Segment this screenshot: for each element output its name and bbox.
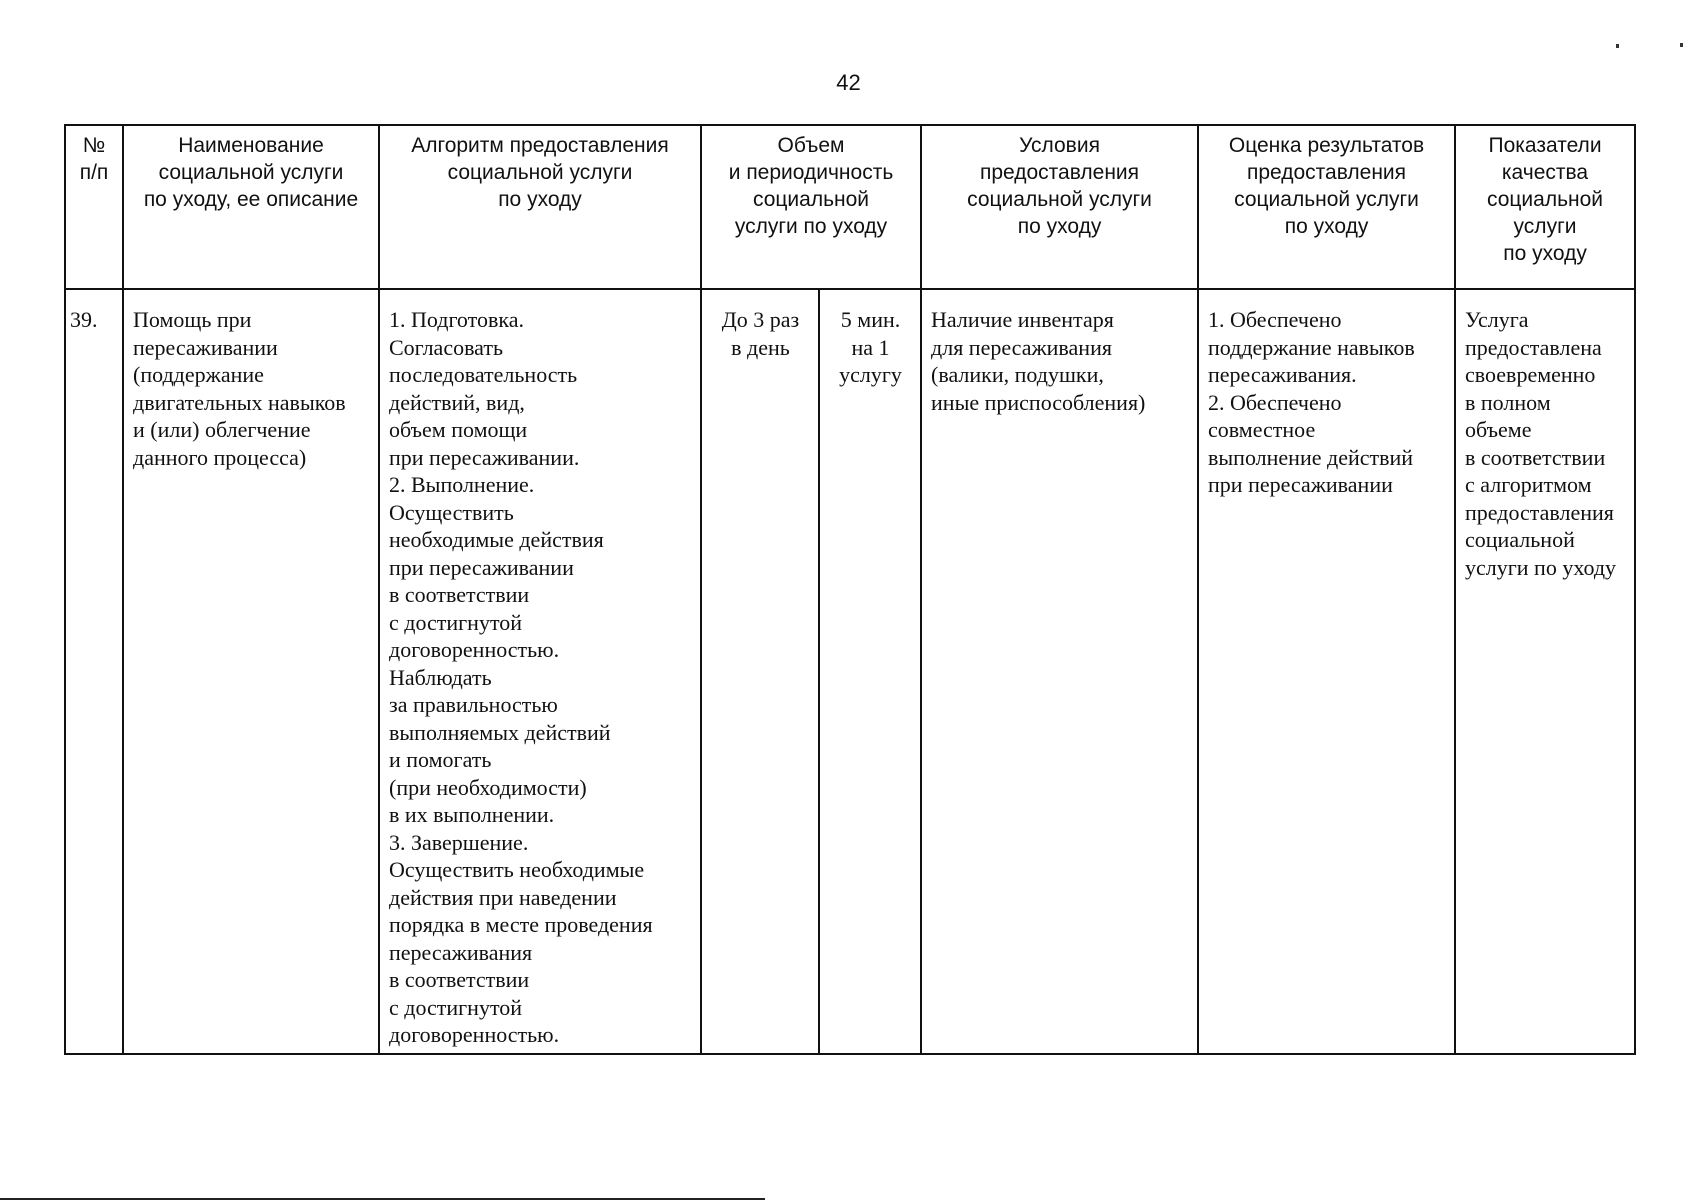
header-volume-text: Объем и периодичность социальной услуги по уходу [728,134,894,238]
header-evaluation-text: Оценка результатов предоставления социальной услуги по уходу [1228,134,1425,238]
page-number: 42 [836,70,861,95]
row-cell-conditions [921,289,1198,1054]
header-cell-conditions [921,125,1198,289]
header-quality-text: Показатели качества социальной услуги по уходу [1486,134,1604,265]
row-duration-text: 5 мин. на 1 услугу [839,307,902,387]
header-cell-quality [1455,125,1635,289]
header-num-text: № п/п [79,134,109,184]
header-cell-volume [701,125,921,289]
row-conditions-text: Наличие инвентаря для пересаживания (валики, подушки, иные приспособления) [931,307,1146,415]
row-evaluation-text: 1. Обеспечено поддержание навыков пересаживания. 2. Обеспечено совместное выполнение действий при пересаживании [1208,307,1415,497]
row-cell-duration [819,289,921,1054]
service-table [64,124,1636,1055]
header-algorithm-text: Алгоритм предоставления социальной услуги по уходу [411,134,669,211]
row-cell-name [123,289,379,1054]
row-name-text: Помощь при пересаживании (поддержание двигательных навыков и (или) облегчение данного процесса) [133,307,346,470]
header-conditions-text: Условия предоставления социальной услуги по уходу [967,134,1152,238]
header-row [65,125,1635,289]
row-quality-text: Услуга предоставлена своевременно в полном объеме в соответствии с алгоритмом предоставления социальной услуги по уходу [1465,307,1617,580]
row-cell-frequency [701,289,819,1054]
row-algorithm-text: 1. Подготовка. Согласовать последовательность действий, вид, объем помощи при пересаживании. 2. Выполнение. Осуществить необходимые действия при пересаживании в соответствии с достигнутой договоренностью. Наблюдать за правильностью выполняемых действий и помогать (при необходимости) в их выполнении. 3. Завершение. Осуществить необходимые действия при наведении порядка в месте проведения пересаживания в соответствии с достигнутой договоренностью. [389,307,653,1047]
row-cell-algorithm [379,289,701,1054]
header-cell-algorithm [379,125,701,289]
header-cell-num [65,125,123,289]
row-cell-num [65,289,123,1054]
scan-speck [1680,43,1683,47]
row-num-text: 39. [70,307,98,332]
row-frequency-text: До 3 раз в день [721,307,800,360]
table-row [65,289,1635,1054]
header-name-text: Наименование социальной услуги по уходу, ее описание [143,134,359,211]
scan-speck [1616,44,1619,48]
row-cell-evaluation [1198,289,1455,1054]
row-cell-quality [1455,289,1635,1054]
header-cell-evaluation [1198,125,1455,289]
header-cell-name [123,125,379,289]
